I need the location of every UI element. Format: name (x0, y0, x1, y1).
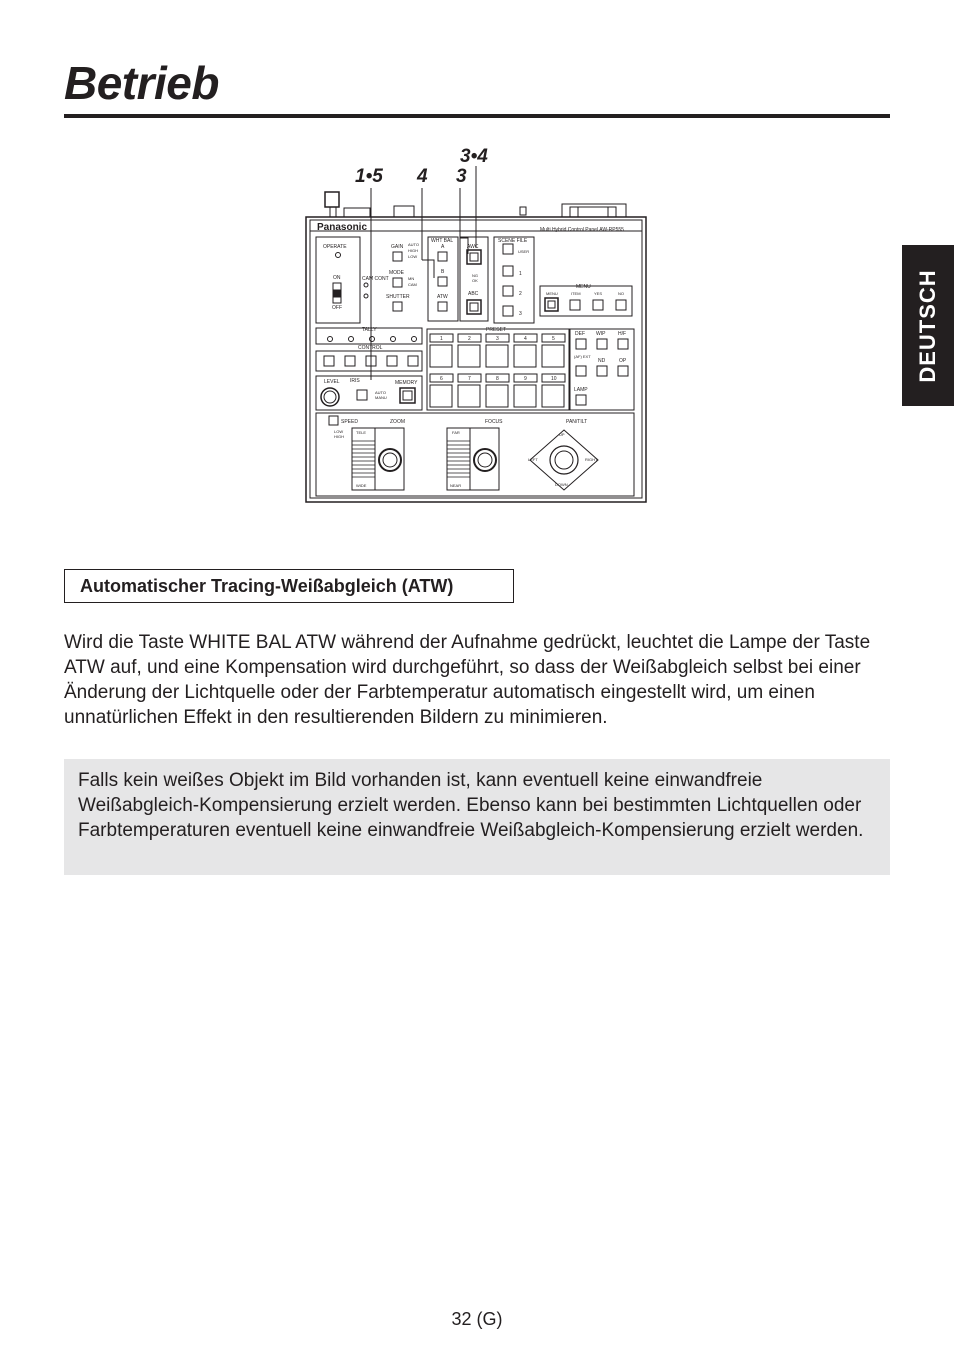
item-label: ITEM (571, 291, 581, 296)
menu-group-label: MENU (576, 284, 591, 290)
no-button[interactable] (616, 300, 626, 310)
item-button[interactable] (570, 300, 580, 310)
preset-3-label: 3 (496, 336, 499, 342)
gain-option-high: HIGH (408, 248, 418, 253)
speed-button[interactable] (329, 416, 338, 425)
abc-button[interactable] (467, 300, 481, 314)
wb-b-label: B (441, 269, 445, 275)
op-label: OP (619, 358, 627, 364)
nd-button[interactable] (597, 366, 607, 376)
memory-button[interactable] (400, 388, 415, 403)
scene-2-label: 2 (519, 291, 522, 297)
menu-button[interactable] (545, 298, 558, 311)
speed-low-label: LOW (334, 429, 344, 434)
language-tab-label: DEUTSCH (915, 268, 940, 383)
scene-2-button[interactable] (503, 286, 513, 296)
left-label: LEFT (528, 457, 538, 462)
preset-label: PRESET (486, 327, 507, 333)
nd-label: ND (598, 358, 606, 364)
scene-1-label: 1 (519, 271, 522, 277)
tally-label: TALLY (362, 327, 377, 333)
iris-button[interactable] (357, 390, 367, 400)
on-label: ON (333, 275, 341, 281)
preset-5-label: 5 (552, 336, 555, 342)
preset-8-label: 8 (496, 376, 499, 382)
note-text: Falls kein weißes Objekt im Bild vorhanden ist, kann eventuell keine einwandfreie Weißabgleich-Kompensierung erzielt werden. Ebenso kann bei bestimmten Lichtquellen oder Farbtemperaturen eventuell keine einwandfreie Weißabgleich-Kompensierung erzielt werden. (78, 770, 864, 841)
yes-button[interactable] (593, 300, 603, 310)
gain-option-low: LOW (408, 254, 418, 259)
wb-b-button[interactable] (438, 277, 447, 286)
mode-option-cam: CAM (408, 282, 417, 287)
focus-rocker[interactable] (447, 428, 499, 490)
wht-bal-label: WHT BAL (431, 238, 454, 244)
def-button[interactable] (576, 339, 586, 349)
scene-3-button[interactable] (503, 306, 513, 316)
section-heading: Automatischer Tracing-Weißabgleich (ATW) (80, 576, 454, 596)
preset-7-label: 7 (468, 376, 471, 382)
page-title: Betrieb (64, 57, 219, 109)
awc-label: AWC (467, 244, 479, 250)
atw-label: ATW (437, 294, 448, 300)
speed-label: SPEED (341, 419, 358, 425)
language-tab (902, 245, 954, 406)
pan-tilt-label: PAN/TILT (566, 419, 588, 425)
up-label: UP (559, 432, 565, 437)
near-label: NEAR (450, 483, 462, 488)
wb-a-button[interactable] (438, 252, 447, 261)
preset-10-label: 10 (551, 376, 557, 382)
body-paragraph: Wird die Taste WHITE BAL ATW während der Aufnahme gedrückt, leuchtet die Lampe der Taste ATW auf, und eine Kompensation wird durchgeführt, so dass der Weißabgleich selbst bei einer Änderung der Lichtquelle oder der Farbtemperatur automatisch eingestellt wird, um einen unnatürlichen Effekt in den resultierenden Bildern zu minimieren. (64, 632, 871, 728)
scene-user-button[interactable] (503, 244, 513, 254)
focus-label: FOCUS (485, 419, 503, 425)
callout-3: 3 (456, 166, 467, 187)
preset-6-label: 6 (440, 376, 443, 382)
shutter-label: SHUTTER (386, 294, 410, 300)
preset-1-label: 1 (440, 336, 443, 342)
tele-label: TELE (356, 430, 367, 435)
title-rule (64, 114, 890, 118)
speed-high-label: HIGH (334, 434, 344, 439)
op-button[interactable] (618, 366, 628, 376)
shutter-button[interactable] (393, 302, 402, 311)
brand-logo: Panasonic (317, 222, 368, 233)
control-label: CONTROL (358, 345, 383, 351)
wip-label: WIP (596, 331, 606, 337)
wb-a-label: A (441, 244, 445, 250)
wide-label: WIDE (356, 483, 367, 488)
no-label: NO (618, 291, 624, 296)
iris-auto-label: AUTO (375, 390, 387, 395)
control-panel-diagram (300, 140, 660, 510)
cam-cont-label: CAM CONT (362, 276, 389, 282)
mode-option-mn: MN (408, 276, 415, 281)
gain-option-auto: AUTO (408, 242, 420, 247)
callout-3-4: 3•4 (460, 146, 488, 167)
operate-label: OPERATE (323, 244, 347, 250)
zoom-rocker[interactable] (352, 428, 404, 490)
preset-4-label: 4 (524, 336, 527, 342)
scene-user-label: USER (518, 249, 530, 254)
def-label: DEF (575, 331, 585, 337)
mode-button[interactable] (393, 278, 402, 287)
mode-label: MODE (389, 270, 404, 276)
af-ext-label: (AF) EXT (574, 354, 591, 359)
hf-label: H/F (618, 331, 627, 337)
page-number: 32 (G) (451, 1309, 503, 1329)
wip-button[interactable] (597, 339, 607, 349)
iris-manu-label: MANU (375, 395, 387, 400)
hf-button[interactable] (618, 339, 628, 349)
atw-option-ng: NG (472, 273, 478, 278)
memory-label: MEMORY (395, 380, 418, 386)
lamp-button[interactable] (576, 395, 586, 405)
tally-lamps (328, 337, 417, 342)
ext-button[interactable] (576, 366, 586, 376)
preset-9-label: 9 (524, 376, 527, 382)
preset-2-label: 2 (468, 336, 471, 342)
atw-button[interactable] (438, 302, 447, 311)
callout-1-5: 1•5 (355, 166, 383, 187)
awc-button[interactable] (467, 250, 481, 264)
gain-button[interactable] (393, 252, 402, 261)
scene-file-label: SCENE FILE (498, 238, 528, 244)
far-label: FAR (452, 430, 460, 435)
level-label: LEVEL (324, 379, 340, 385)
scene-1-button[interactable] (503, 266, 513, 276)
scene-3-label: 3 (519, 311, 522, 317)
off-label: OFF (332, 305, 342, 311)
iris-label: IRIS (350, 378, 360, 384)
callout-4: 4 (417, 166, 428, 187)
abc-label: ABC (468, 291, 479, 297)
down-label: DOWN (555, 482, 568, 487)
atw-option-ok: OK (472, 278, 478, 283)
lamp-label: LAMP (574, 387, 588, 393)
zoom-label: ZOOM (390, 419, 405, 425)
right-label: RIGHT (585, 457, 598, 462)
menu-label: MENU (546, 291, 558, 296)
section-heading-box (64, 569, 514, 603)
model-name: Multi Hybrid Control Panel AW-RP555 (540, 227, 624, 233)
note-box (64, 759, 890, 875)
gain-label: GAIN (391, 244, 404, 250)
yes-label: YES (594, 291, 603, 296)
